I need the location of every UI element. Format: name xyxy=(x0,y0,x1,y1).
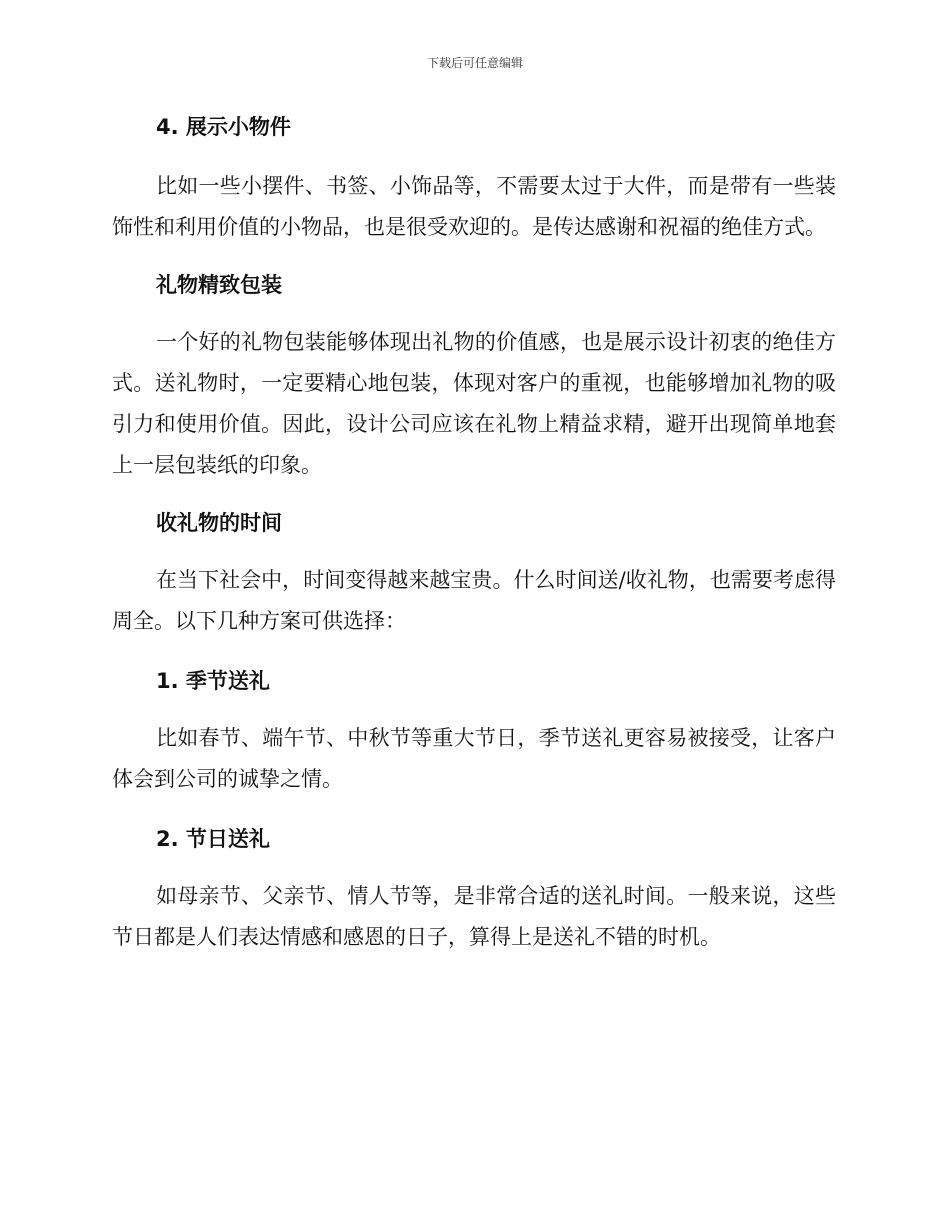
page-header: 下载后可任意编辑 xyxy=(426,56,523,70)
section-paragraph-seasonal-gifts: 比如春节、端午节、中秋节等重大节日，季节送礼更容易被接受，让客户体会到公司的诚挚之情。 xyxy=(112,726,836,791)
section-paragraph-holiday-gifts: 如母亲节、父亲节、情人节等，是非常合适的送礼时间。一般来说，这些节日都是人们表达情感和感恩的日子，算得上是送礼不错的时机。 xyxy=(112,884,836,949)
section-paragraph-gift-timing: 在当下社会中，时间变得越来越宝贵。什么时间送/收礼物，也需要考虑得周全。以下几种方案可供选择： xyxy=(112,568,836,633)
section-heading-seasonal-gifts: 1. 季节送礼 xyxy=(156,669,270,693)
section-heading-gift-packaging: 礼物精致包装 xyxy=(156,273,282,297)
section-heading-holiday-gifts: 2. 节日送礼 xyxy=(156,827,270,851)
document-body xyxy=(112,106,836,958)
section-paragraph-gift-packaging: 一个好的礼物包装能够体现出礼物的价值感，也是展示设计初衷的绝佳方式。送礼物时，一定要精心地包装，体现对客户的重视，也能够增加礼物的吸引力和使用价值。因此，设计公司应该在礼物上精益求精，避开出现简单地套上一层包装纸的印象。 xyxy=(112,330,836,477)
section-heading-display-items: 4. 展示小物件 xyxy=(156,115,291,139)
section-paragraph-display-items: 比如一些小摆件、书签、小饰品等，不需要太过于大件，而是带有一些装饰性和利用价值的小物品，也是很受欢迎的。是传达感谢和祝福的绝佳方式。 xyxy=(112,174,836,239)
section-heading-gift-timing: 收礼物的时间 xyxy=(156,511,282,535)
